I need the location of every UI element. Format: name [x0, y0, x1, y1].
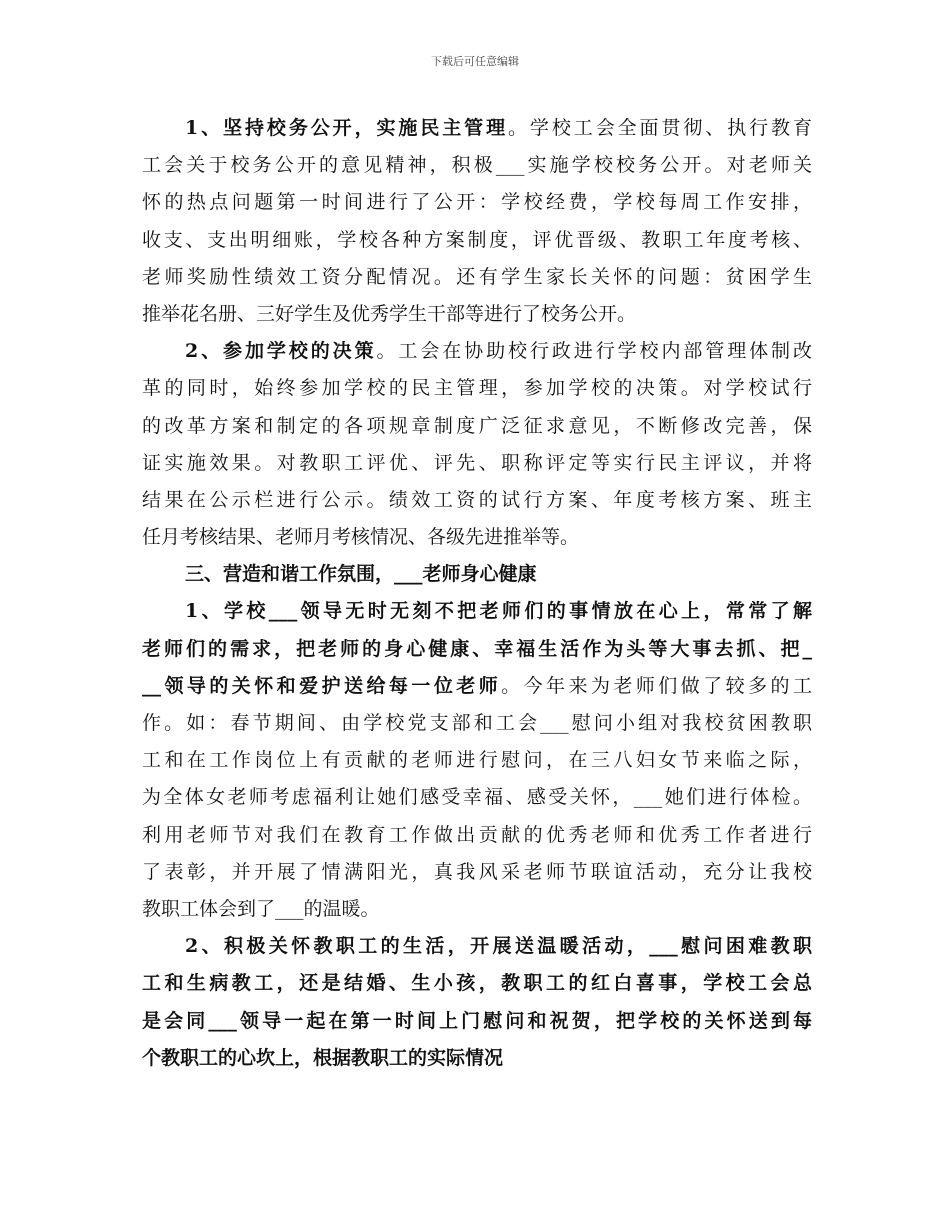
body-text: 。学校工会全面贯彻、执行教育: [508, 117, 812, 139]
body-text: 教职工体会到了___的温暖。: [142, 897, 380, 920]
bold-text: 2、积极关怀教职工的生活，开展送温暖活动，___慰问困难教职: [185, 935, 812, 958]
body-text: 。今年来为老师们做了较多的工: [501, 674, 812, 697]
body-text: 作。如：春节期间、由学校党支部和工会___慰问小组对我校贫困教职: [142, 712, 812, 734]
body-text: 工和在工作岗位上有贡献的老师进行慰问，在三八妇女节来临之际，: [142, 749, 812, 772]
text-line: [142, 222, 812, 259]
text-line: [142, 259, 812, 296]
bold-text: 是会同___领导一起在第一时间上门慰问和祝贺，把学校的关怀送到每: [142, 1009, 812, 1032]
body-text: 工会关于校务公开的意见精神，积极___实施学校校务公开。对老师关: [142, 154, 812, 177]
text-line: [142, 333, 812, 370]
text-line: [142, 296, 812, 333]
text-line: [142, 110, 812, 147]
bold-text: __领导的关怀和爱护送给每一位老师: [142, 674, 502, 697]
text-line: [142, 482, 812, 519]
text-line: [142, 817, 812, 854]
text-line: [142, 519, 812, 556]
bold-text: 工和生病教工，还是结婚、生小孩，教职工的红白喜事，学校工会总: [142, 972, 812, 995]
body-text: 推举花名册、三好学生及优秀学生干部等进行了校务公开。: [142, 302, 637, 325]
text-line: [142, 184, 812, 221]
text-line: [142, 370, 812, 407]
bold-text: 1、坚持校务公开，实施民主管理: [185, 117, 509, 139]
bold-text: 三、营造和谐工作氛围，___老师身心健康: [185, 563, 537, 586]
bold-text: 个教职工的心坎上，根据教职工的实际情况: [142, 1046, 504, 1069]
text-line: [142, 147, 812, 184]
body-text: 。工会在协助校行政进行学校内部管理体制改: [376, 340, 812, 363]
body-text: 利用老师节对我们在教育工作做出贡献的优秀老师和优秀工作者进行: [142, 823, 812, 846]
text-line: [142, 408, 812, 445]
text-line: [142, 742, 812, 779]
text-line: [142, 928, 812, 965]
text-line: [142, 593, 812, 630]
body-text: 收支、支出明细账，学校各种方案制度，评优晋级、教职工年度考核、: [142, 228, 812, 251]
text-line: [142, 891, 812, 928]
body-text: 的改革方案和制定的各项规章制度广泛征求意见，不断修改完善，保: [142, 414, 812, 437]
text-line: [142, 1003, 812, 1040]
bold-text: 老师们的需求，把老师的身心健康、幸福生活作为头等大事去抓、把_: [142, 637, 812, 660]
body-text: 为全体女老师考虑福利让她们感受幸福、感受关怀，___她们进行体检。: [142, 786, 812, 809]
text-line: [142, 445, 812, 482]
body-text: 任月考核结果、老师月考核情况、各级先进推举等。: [142, 526, 580, 549]
text-line: [142, 556, 812, 593]
page-header: 下载后可任意编辑: [431, 55, 519, 68]
body-text: 怀的热点问题第一时间进行了公开：学校经费，学校每周工作安排，: [142, 191, 812, 214]
body-text: 了表彰，并开展了情满阳光，真我风采老师节联谊活动，充分让我校: [142, 860, 812, 883]
text-line: [142, 631, 812, 668]
bold-text: 1、学校___领导无时无刻不把老师们的事情放在心上，常常了解: [185, 600, 812, 623]
text-line: [142, 705, 812, 742]
body-text: 革的同时，始终参加学校的民主管理，参加学校的决策。对学校试行: [142, 377, 812, 400]
body-text: 老师奖励性绩效工资分配情况。还有学生家长关怀的问题：贫困学生: [142, 265, 812, 288]
text-line: [142, 965, 812, 1002]
document-body: [142, 110, 812, 1077]
body-text: 证实施效果。对教职工评优、评先、职称评定等实行民主评议，并将: [142, 451, 812, 474]
text-line: [142, 854, 812, 891]
text-line: [142, 779, 812, 816]
text-line: [142, 1040, 812, 1077]
body-text: 结果在公示栏进行公示。绩效工资的试行方案、年度考核方案、班主: [142, 488, 812, 511]
bold-text: 2、参加学校的决策: [185, 340, 377, 363]
text-line: [142, 668, 812, 705]
